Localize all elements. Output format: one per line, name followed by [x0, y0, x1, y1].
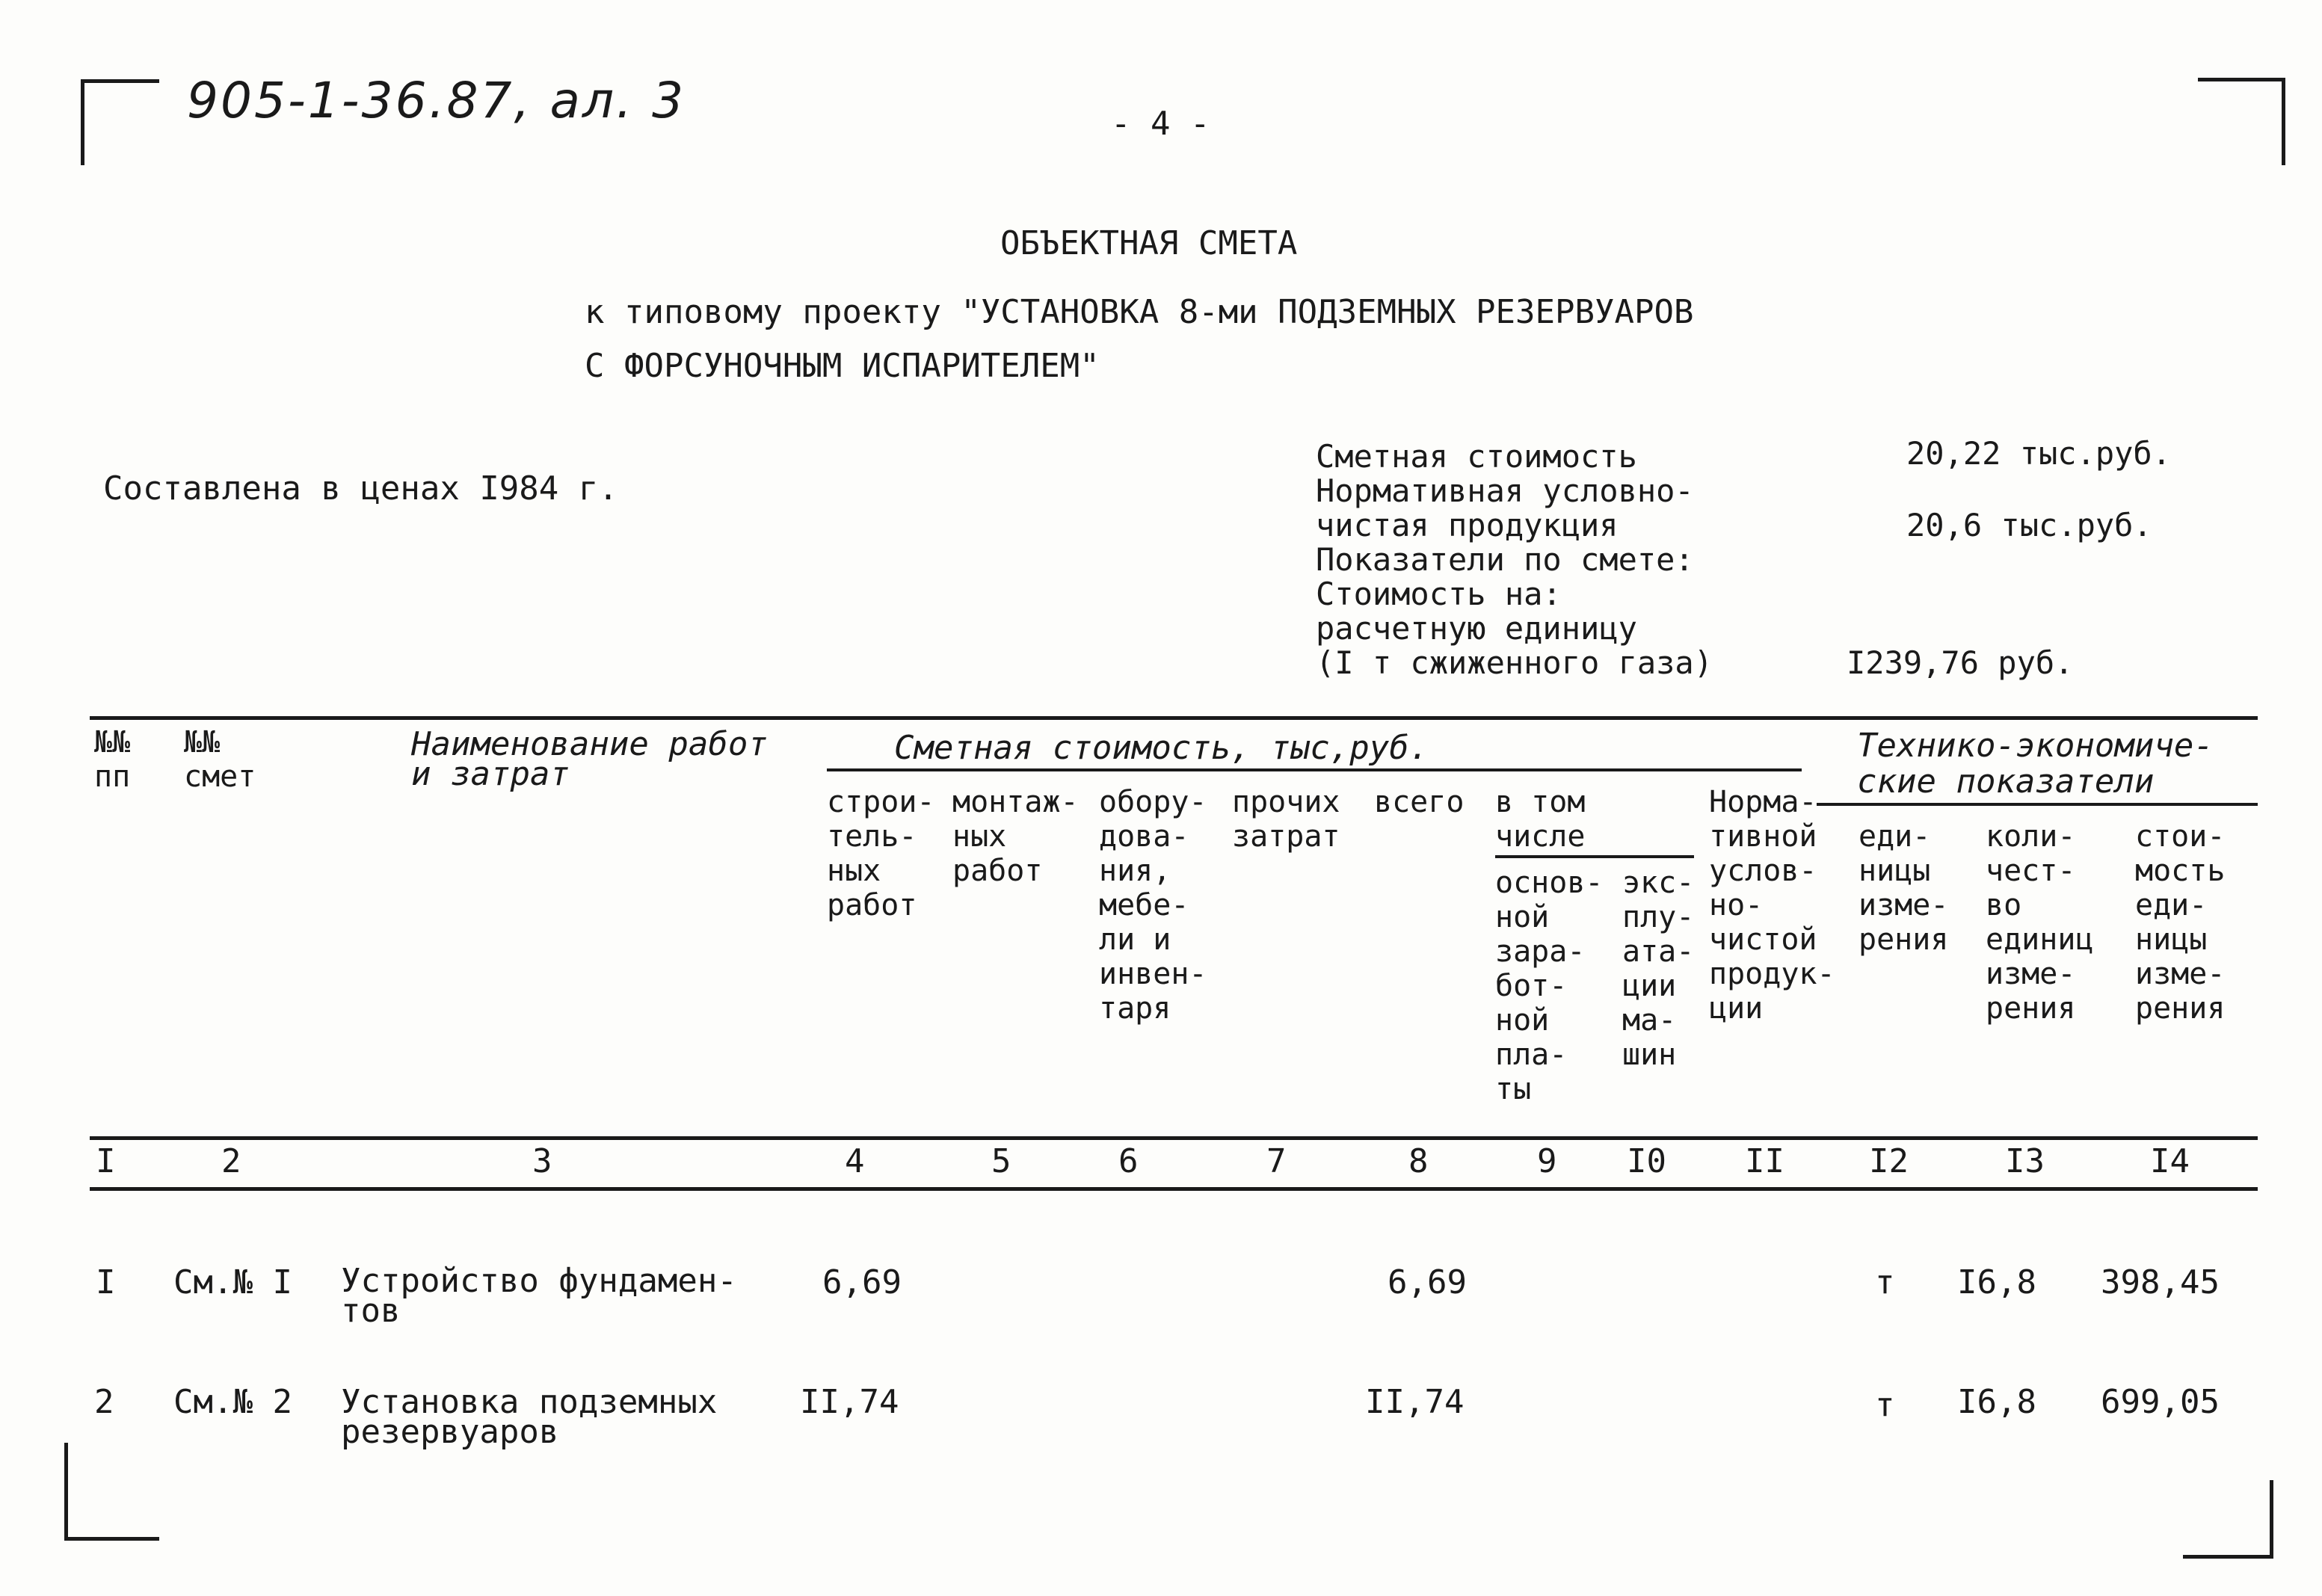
column-number: 3 [532, 1142, 552, 1180]
summary-indicators-label: Показатели по смете: [1316, 541, 1694, 578]
header-npp: Норма- тивной услов- но- чистой продук- ции [1709, 785, 1835, 1026]
header-units: еди- ницы изме- рения [1858, 819, 1949, 957]
header-name: Наименование работ и затрат [411, 725, 768, 793]
summary-npp-label-2: чистая продукция [1316, 507, 1619, 543]
row-unit-cost: 398,45 [2101, 1263, 2220, 1301]
subtitle-line-2: С ФОРСУНОЧНЫМ ИСПАРИТЕЛЕМ" [585, 347, 1100, 385]
corner-mark-top-right [2198, 78, 2285, 165]
summary-npp-label-1: Нормативная условно- [1316, 472, 1694, 509]
document-title: ОБЪЕКТНАЯ СМЕТА [1000, 224, 1298, 262]
summary-unit-label-2: (I т сжиженного газа) [1316, 644, 1713, 681]
column-number: I3 [2005, 1142, 2045, 1180]
row-num: 2 [94, 1383, 114, 1421]
row-construction-cost: II,74 [800, 1383, 899, 1421]
cost-group-underline [827, 768, 1802, 771]
summary-cost-per-label: Стоимость на: [1316, 576, 1562, 612]
header-construction: строи- тель- ных работ [827, 785, 935, 922]
row-estimate: См.№ I [173, 1263, 292, 1301]
corner-mark-bottom-right [2183, 1480, 2273, 1559]
column-number: 8 [1408, 1142, 1429, 1180]
row-unit: т [1875, 1386, 1895, 1424]
column-number: I [96, 1142, 116, 1180]
tech-group-underline [1817, 803, 2258, 806]
row-estimate: См.№ 2 [173, 1383, 292, 1421]
prices-note: Составлена в ценах I984 г. [103, 469, 618, 508]
row-quantity: I6,8 [1957, 1263, 2036, 1301]
column-number: I2 [1869, 1142, 1909, 1180]
row-unit: т [1875, 1263, 1895, 1301]
column-numbers-top-rule [90, 1136, 2258, 1140]
column-number: 9 [1537, 1142, 1557, 1180]
column-numbers-bottom-rule [90, 1187, 2258, 1191]
row-num: I [96, 1263, 116, 1301]
corner-mark-top-left [81, 79, 159, 165]
row-name: Устройство фундамен- тов [341, 1262, 737, 1330]
document-stamp: 905-1-36.87, ал. 3 [187, 72, 686, 129]
summary-unit-label-1: расчетную единицу [1316, 610, 1637, 647]
table-top-rule [90, 716, 2258, 720]
row-total-cost: 6,69 [1388, 1263, 1467, 1301]
column-number: 2 [221, 1142, 241, 1180]
header-num: №№ пп [94, 725, 131, 794]
header-tech-group: Технико-экономиче- ские показатели [1857, 727, 2214, 801]
summary-cost-label: Сметная стоимость [1316, 438, 1637, 475]
header-installation: монтаж- ных работ [952, 785, 1079, 888]
summary-unit-value: I239,76 руб. [1847, 644, 2074, 681]
column-number: I4 [2150, 1142, 2190, 1180]
including-underline [1495, 855, 1694, 858]
row-construction-cost: 6,69 [822, 1263, 902, 1301]
column-number: 4 [845, 1142, 865, 1180]
corner-mark-bottom-left [64, 1443, 159, 1541]
row-unit-cost: 699,05 [2101, 1383, 2220, 1421]
header-other: прочих затрат [1232, 785, 1340, 854]
subtitle-line-1: к типовому проекту "УСТАНОВКА 8-ми ПОДЗЕМНЫХ РЕЗЕРВУАРОВ [585, 293, 1694, 331]
header-including: в том числе [1495, 785, 1586, 854]
header-machines: экс- плу- ата- ции ма- шин [1622, 866, 1695, 1072]
summary-cost-value: 20,22 тыс.руб. [1906, 435, 2172, 472]
header-est: №№ смет [184, 725, 256, 794]
header-quantity: коли- чест- во единиц изме- рения [1986, 819, 2094, 1026]
header-wages: основ- ной зара- бот- ной пла- ты [1495, 866, 1604, 1106]
column-number: 7 [1266, 1142, 1287, 1180]
header-cost-group: Сметная стоимость, тыс,руб. [894, 729, 1429, 767]
summary-npp-value: 20,6 тыс.руб. [1906, 507, 2152, 543]
header-total: всего [1374, 785, 1465, 819]
column-number: 5 [991, 1142, 1011, 1180]
row-quantity: I6,8 [1957, 1383, 2036, 1421]
column-number: I0 [1627, 1142, 1666, 1180]
row-name: Установка подземных резервуаров [341, 1383, 718, 1451]
row-total-cost: II,74 [1365, 1383, 1465, 1421]
header-equipment: обору- дова- ния, мебе- ли и инвен- таря [1099, 785, 1207, 1026]
column-number: 6 [1118, 1142, 1139, 1180]
page-number: - 4 - [1111, 105, 1210, 143]
column-number: II [1745, 1142, 1784, 1180]
header-unit-cost: стои- мость еди- ницы изме- рения [2135, 819, 2226, 1026]
